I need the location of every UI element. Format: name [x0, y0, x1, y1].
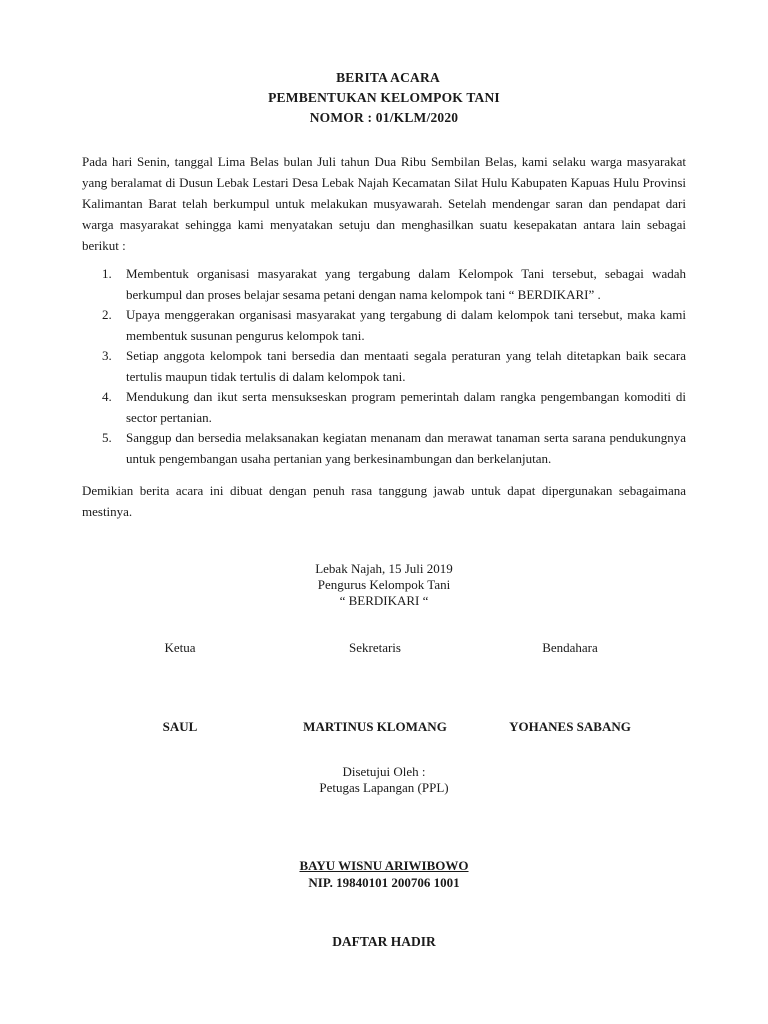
- list-item-number: 2.: [102, 307, 112, 322]
- title-line-3: NOMOR : 01/KLM/2020: [309, 110, 459, 125]
- group-board-label: Pengurus Kelompok Tani: [317, 577, 451, 592]
- name-chair: SAUL: [162, 719, 198, 734]
- list-item-number: 4.: [102, 389, 112, 404]
- list-item-text: Mendukung dan ikut serta mensukseskan program pemerintah dalam rangka pengembangan komoditi di sector pertanian.: [126, 389, 686, 425]
- official-nip: NIP. 19840101 200706 1001: [308, 875, 460, 890]
- role-secretary: Sekretaris: [349, 640, 401, 655]
- list-item-text: Membentuk organisasi masyarakat yang tergabung dalam Kelompok Tani tersebut, sebagai wadah berkumpul dan proses belajar sesama petani dengan nama kelompok tani “ BERDIKARI” .: [126, 266, 686, 302]
- list-item: [82, 428, 686, 469]
- list-item-text: Upaya menggerakan organisasi masyarakat yang tergabung di dalam kelompok tani tersebut, maka kami membentuk susunan pengurus kelompok tani.: [126, 307, 686, 343]
- agreement-list: [82, 264, 686, 469]
- role-treasurer: Bendahara: [542, 640, 598, 655]
- list-item-number: 1.: [102, 266, 112, 281]
- list-item-number: 3.: [102, 348, 112, 363]
- list-item-text: Sanggup dan bersedia melaksanakan kegiatan menanam dan merawat tanaman serta sarana pendukungnya untuk pengembangan usaha pertanian yang berkesinambungan dan berkelanjutan.: [126, 430, 686, 466]
- official-signature-block: [0, 857, 768, 891]
- name-treasurer: YOHANES SABANG: [509, 719, 631, 734]
- approval-officer-title: Petugas Lapangan (PPL): [319, 780, 449, 795]
- title-line-2: PEMBENTUKAN KELOMPOK TANI: [268, 90, 500, 105]
- list-item: [82, 305, 686, 346]
- list-item-text: Setiap anggota kelompok tani bersedia dan mentaati segala peraturan yang telah ditetapkan baik secara tertulis maupun tidak tertulis di dalam kelompok tani.: [126, 348, 686, 384]
- approval-block: [0, 764, 768, 796]
- title-line-1: BERITA ACARA: [336, 70, 440, 85]
- intro-paragraph: Pada hari Senin, tanggal Lima Belas bulan Juli tahun Dua Ribu Sembilan Belas, kami selaku warga masyarakat yang beralamat di Dusun Lebak Lestari Desa Lebak Najah Kecamatan Silat Hulu Kabupaten Kapuas Hulu Provinsi Kalimantan Barat telah berkumpul untuk melakukan musyawarah. Setelah mendengar saran dan pendapat dari warga masyarakat sehingga kami menyatakan setuju dan menghasilkan suatu kesepakatan antara lain sebagai berikut :: [82, 154, 686, 253]
- list-item: [82, 387, 686, 428]
- list-item-number: 5.: [102, 430, 112, 445]
- official-name: BAYU WISNU ARIWIBOWO: [299, 858, 469, 873]
- role-chair: Ketua: [164, 640, 196, 655]
- document-title: [0, 68, 768, 128]
- place-date-block: [0, 561, 768, 609]
- list-item: [82, 346, 686, 387]
- closing-paragraph: Demikian berita acara ini dibuat dengan penuh rasa tanggung jawab untuk dapat dipergunakan sebagaimana mestinya.: [82, 483, 686, 519]
- approval-label: Disetujui Oleh :: [342, 764, 426, 779]
- list-item: [82, 264, 686, 305]
- place-date: Lebak Najah, 15 Juli 2019: [315, 561, 453, 576]
- attendance-heading: DAFTAR HADIR: [332, 934, 436, 949]
- group-name: “ BERDIKARI “: [339, 593, 429, 608]
- name-secretary: MARTINUS KLOMANG: [303, 719, 447, 734]
